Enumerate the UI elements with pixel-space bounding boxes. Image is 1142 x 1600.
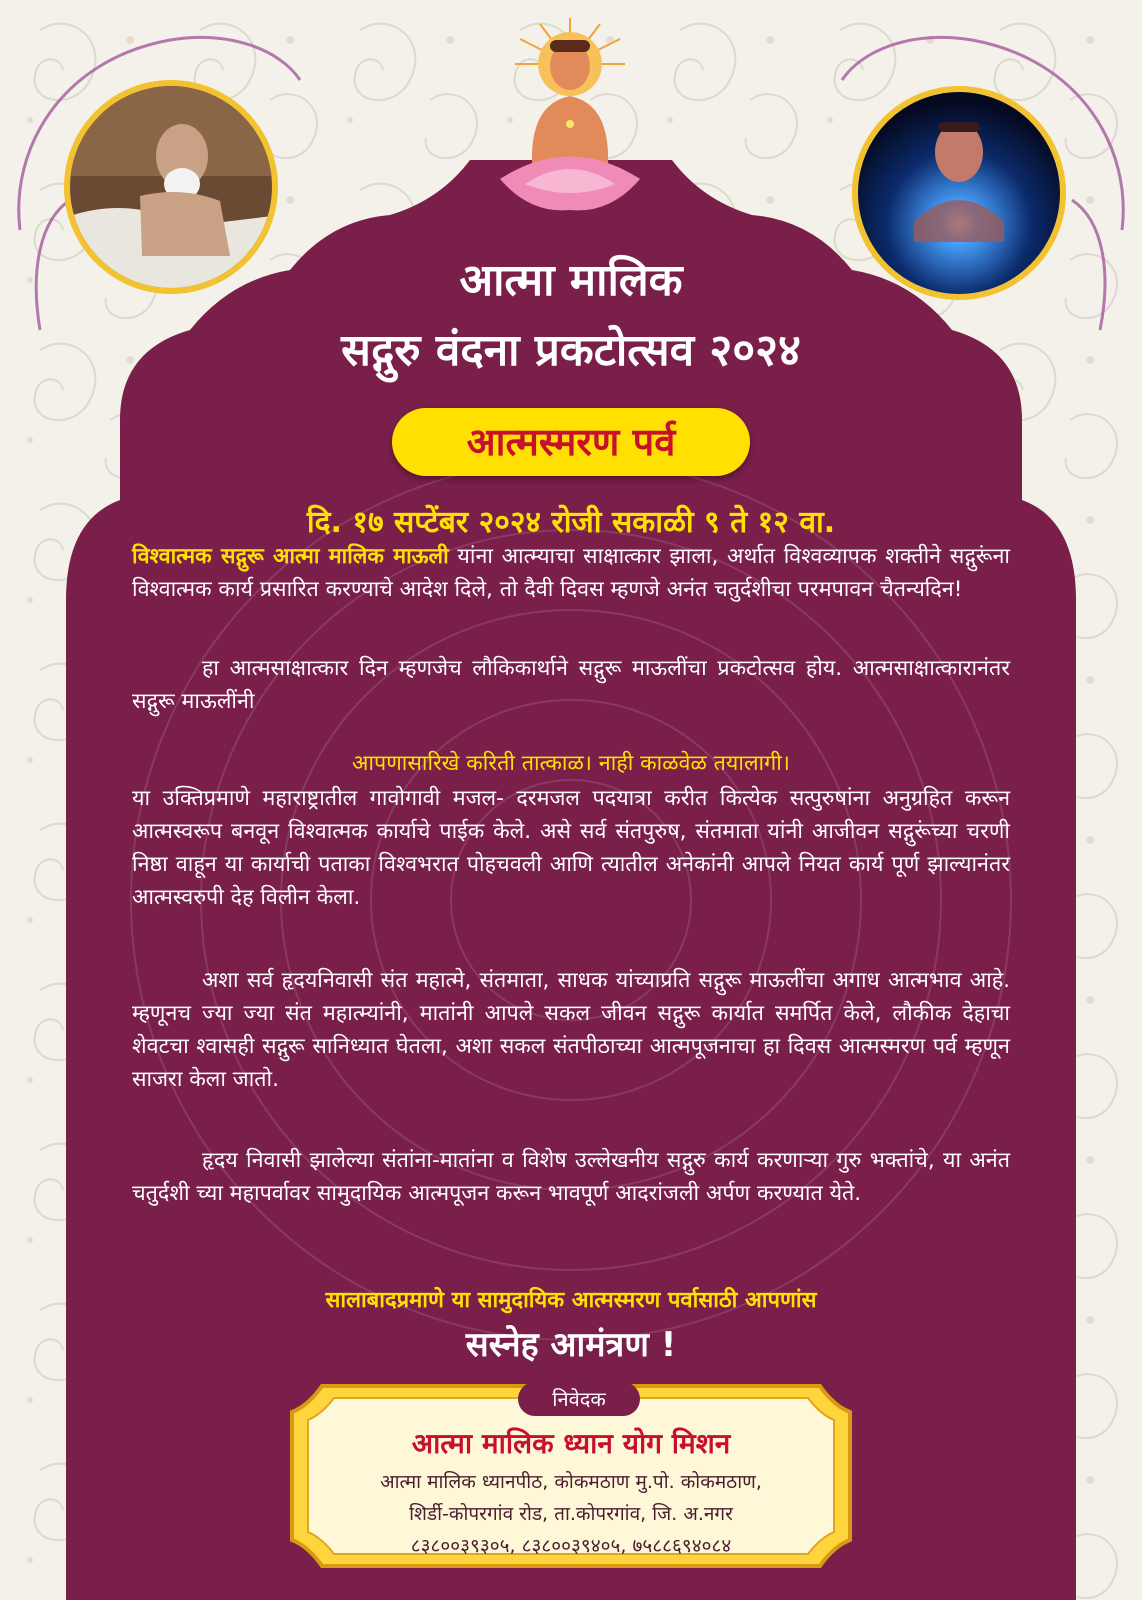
- paragraph-5-text: हृदय निवासी झालेल्या संतांना-मातांना व विशेष उल्लेखनीय सद्गुरु कार्य करणाऱ्या गुरु भक्तांचे, या अनंत चतुर्दशी च्या महापर्वावर सामुदायिक आत्मपूजन करून भावपूर्ण आदरांजली अर्पण करण्यात येते.: [132, 1148, 1010, 1206]
- paragraph-1-text: यांना आत्म्याचा साक्षात्कार झाला, अर्थात विश्वव्यापक शक्तीने सद्गुरूंना विश्वात्मक कार्य प्रसारित करण्याचे आदेश दिले, तो दैवी दिवस म्हणजे अनंत चतुर्दशीचा परमपावन चैतन्यदिन!: [132, 544, 1010, 602]
- address-line-2: शिर्डी-कोपरगांव रोड, ता.कोपरगांव, जि. अ.नगर: [409, 1503, 733, 1525]
- quote-line: आपणासारिखे करिती तात्काळ। नाही काळवेळ तयालागी।: [352, 751, 790, 776]
- organization-name: आत्मा मालिक ध्यान योग मिशन: [411, 1427, 731, 1460]
- paragraph-1-highlight: विश्वात्मक सद्गुरू आत्मा मालिक माऊली: [132, 544, 449, 569]
- paragraph-5: [132, 1144, 1010, 1210]
- badge-pill: आत्मस्मरण पर्व: [392, 408, 750, 476]
- paragraph-3-text: या उक्तिप्रमाणे महाराष्ट्रातील गावोगावी मजल- दरमजल पदयात्रा करीत कित्येक सत्पुरुषांना अनुग्रहित करून आत्मस्वरूप बनवून विश्वात्मक कार्याचे पाईक केले. असे सर्व संतपुरुष, संतमाता यांनी आजीवन सद्गुरूंच्या चरणी निष्ठा वाहून या कार्याची पताका विश्वभरात पोहचवली आणि त्यातील अनेकांनी आपले नियत कार्य पूर्ण झाल्यानंतर आत्मस्वरुपी देह विलीन केला.: [132, 786, 1010, 910]
- paragraph-1: [132, 540, 1010, 606]
- event-date: दि. १७ सप्टेंबर २०२४ रोजी सकाळी ९ ते १२ वा.: [306, 505, 836, 540]
- paragraph-4: [132, 964, 1010, 1096]
- paragraph-4-text: अशा सर्व हृदयनिवासी संत महात्मे, संतमाता, साधक यांच्याप्रति सद्गुरू माऊलींचा अगाध आत्मभाव आहे. म्हणूनच ज्या ज्या संत महात्म्यांनी, मातांनी आपले सकल जीवन सद्गुरू कार्यात समर्पित केले, लौकीक देहाचा शेवटचा श्वासही सद्गुरू सानिध्यात घेतला, अशा सकल संतपीठाच्या आत्मपूजनाचा हा दिवस आत्मस्मरण पर्व म्हणून साजरा केला जातो.: [132, 968, 1010, 1092]
- address-line-1: आत्मा मालिक ध्यानपीठ, कोकमठाण मु.पो. कोकमठाण,: [380, 1471, 762, 1493]
- paragraph-3: [132, 782, 1010, 914]
- title-line-1: आत्मा मालिक: [459, 255, 683, 306]
- title-line-2: सद्गुरु वंदना प्रकटोत्सव २०२४: [341, 325, 801, 376]
- invitation-heading: सस्नेह आमंत्रण !: [465, 1325, 677, 1365]
- paragraph-2: [132, 652, 1010, 718]
- footer-label: निवेदक: [518, 1382, 640, 1416]
- meditating-figure-on-lotus: [470, 14, 670, 214]
- paragraph-2-text: हा आत्मसाक्षात्कार दिन म्हणजेच लौकिकार्थाने सद्गुरू माऊलींचा प्रकटोत्सव होय. आत्मसाक्षात्कारानंतर सद्गुरू माऊलींनी: [132, 656, 1010, 714]
- phone-numbers: ८३८००३९३०५, ८३८००३९४०५, ७५८८६९४०८४: [410, 1535, 732, 1557]
- invitation-line: सालाबादप्रमाणे या सामुदायिक आत्मस्मरण पर्वासाठी आपणांस: [325, 1288, 817, 1313]
